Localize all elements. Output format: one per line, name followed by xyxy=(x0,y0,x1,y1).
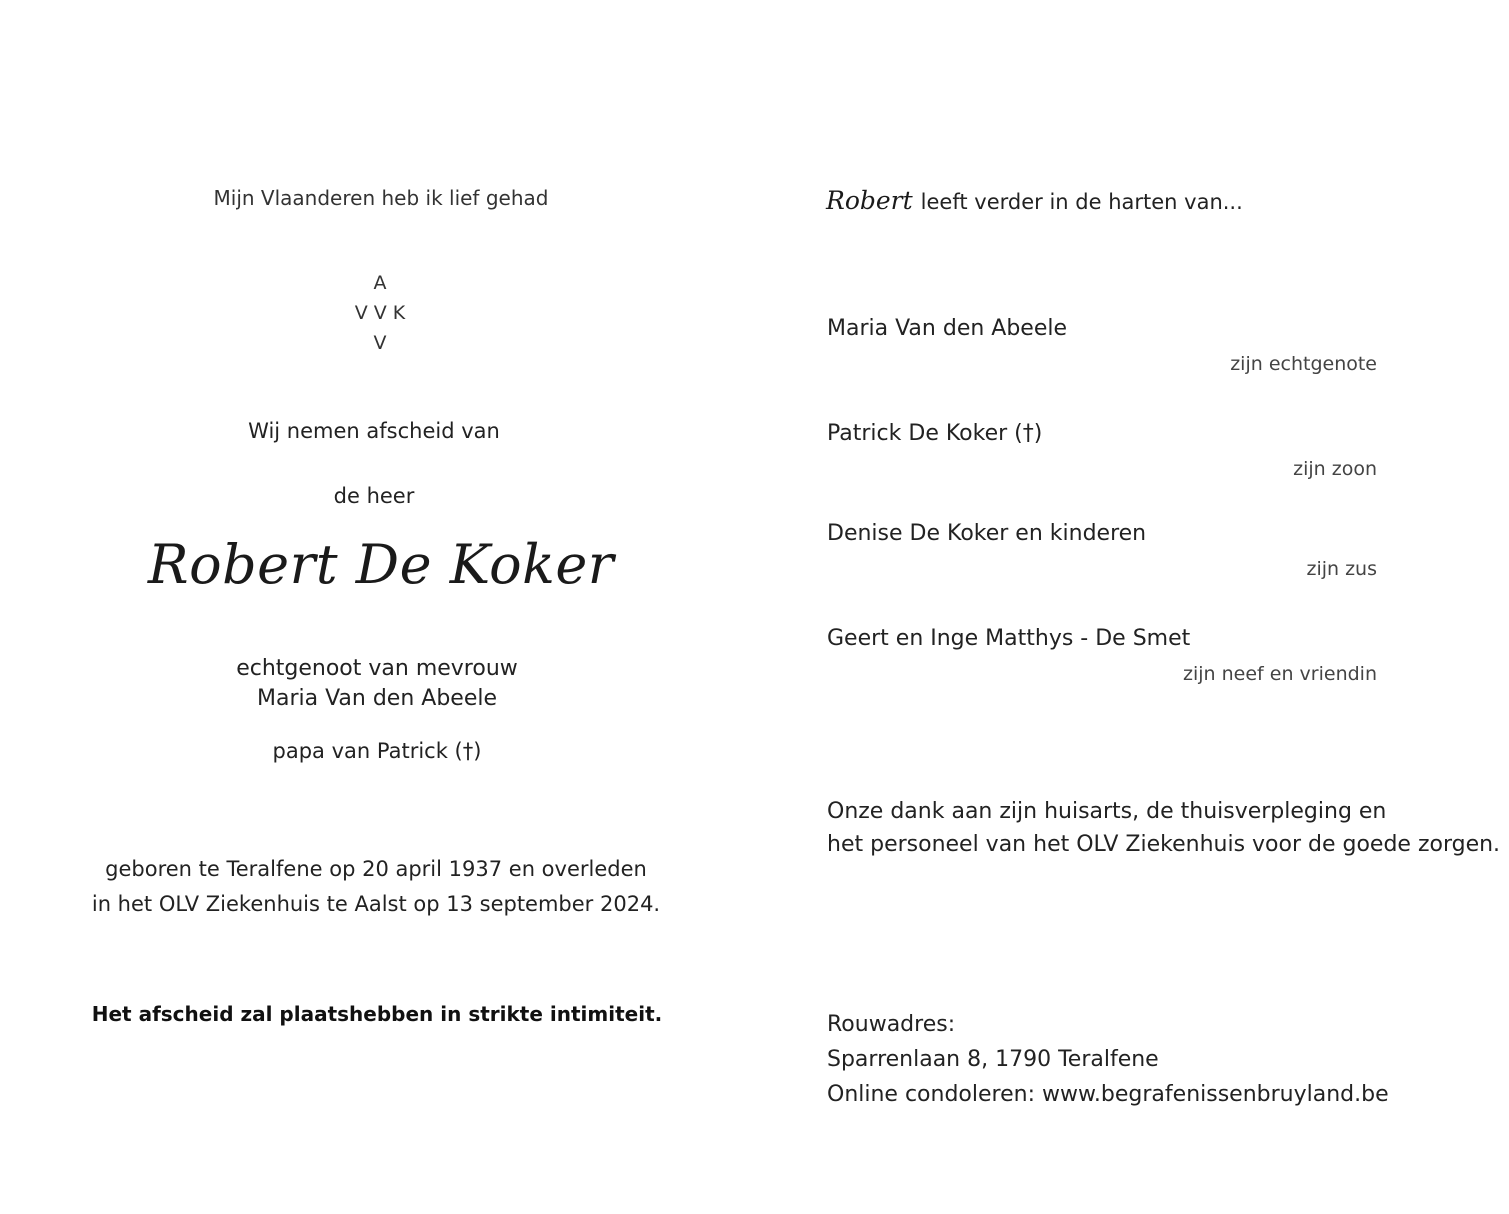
family-member-relation: zijn neef en vriendin xyxy=(1183,663,1377,685)
spouse-line-1: echtgenoot van mevrouw xyxy=(236,656,518,681)
honorific: de heer xyxy=(333,484,415,508)
motto: Mijn Vlaanderen heb ik lief gehad xyxy=(213,186,549,210)
birth-death-line-1: geboren te Teralfene op 20 april 1937 en overleden xyxy=(105,857,647,881)
family-member-relation: zijn echtgenote xyxy=(1230,353,1377,375)
family-member-relation: zijn zoon xyxy=(1293,458,1377,480)
thanks-line-1: Onze dank aan zijn huisarts, de thuisverpleging en xyxy=(827,799,1387,824)
family-member-relation: zijn zus xyxy=(1306,558,1377,580)
address-label: Rouwadres: xyxy=(827,1012,956,1037)
address: Sparrenlaan 8, 1790 Teralfene xyxy=(827,1047,1159,1072)
lives-on-heading xyxy=(826,186,1243,215)
intro-text: Wij nemen afscheid van xyxy=(248,419,500,443)
online-condolences: Online condoleren: www.begrafenissenbruyland.be xyxy=(827,1082,1389,1107)
family-member-name: Maria Van den Abeele xyxy=(827,316,1068,341)
thanks-line-2: het personeel van het OLV Ziekenhuis voor de goede zorgen. xyxy=(827,832,1501,857)
parent-line: papa van Patrick (†) xyxy=(272,739,482,763)
family-member-name: Denise De Koker en kinderen xyxy=(827,521,1147,546)
symbol-line-1: A xyxy=(373,272,387,294)
family-member-name: Patrick De Koker (†) xyxy=(827,421,1043,446)
spouse-line-2: Maria Van den Abeele xyxy=(256,686,498,711)
lives-on-name: Robert xyxy=(826,186,913,215)
family-member-name: Geert en Inge Matthys - De Smet xyxy=(827,626,1191,651)
symbol-line-3: V xyxy=(373,332,387,354)
symbol-line-2: V V K xyxy=(354,302,406,324)
lives-on-text: leeft verder in de harten van... xyxy=(920,190,1243,214)
farewell-notice: Het afscheid zal plaatshebben in strikte intimiteit. xyxy=(91,1002,663,1026)
birth-death-line-2: in het OLV Ziekenhuis te Aalst op 13 september 2024. xyxy=(91,892,661,916)
deceased-name: Robert De Koker xyxy=(147,533,615,596)
